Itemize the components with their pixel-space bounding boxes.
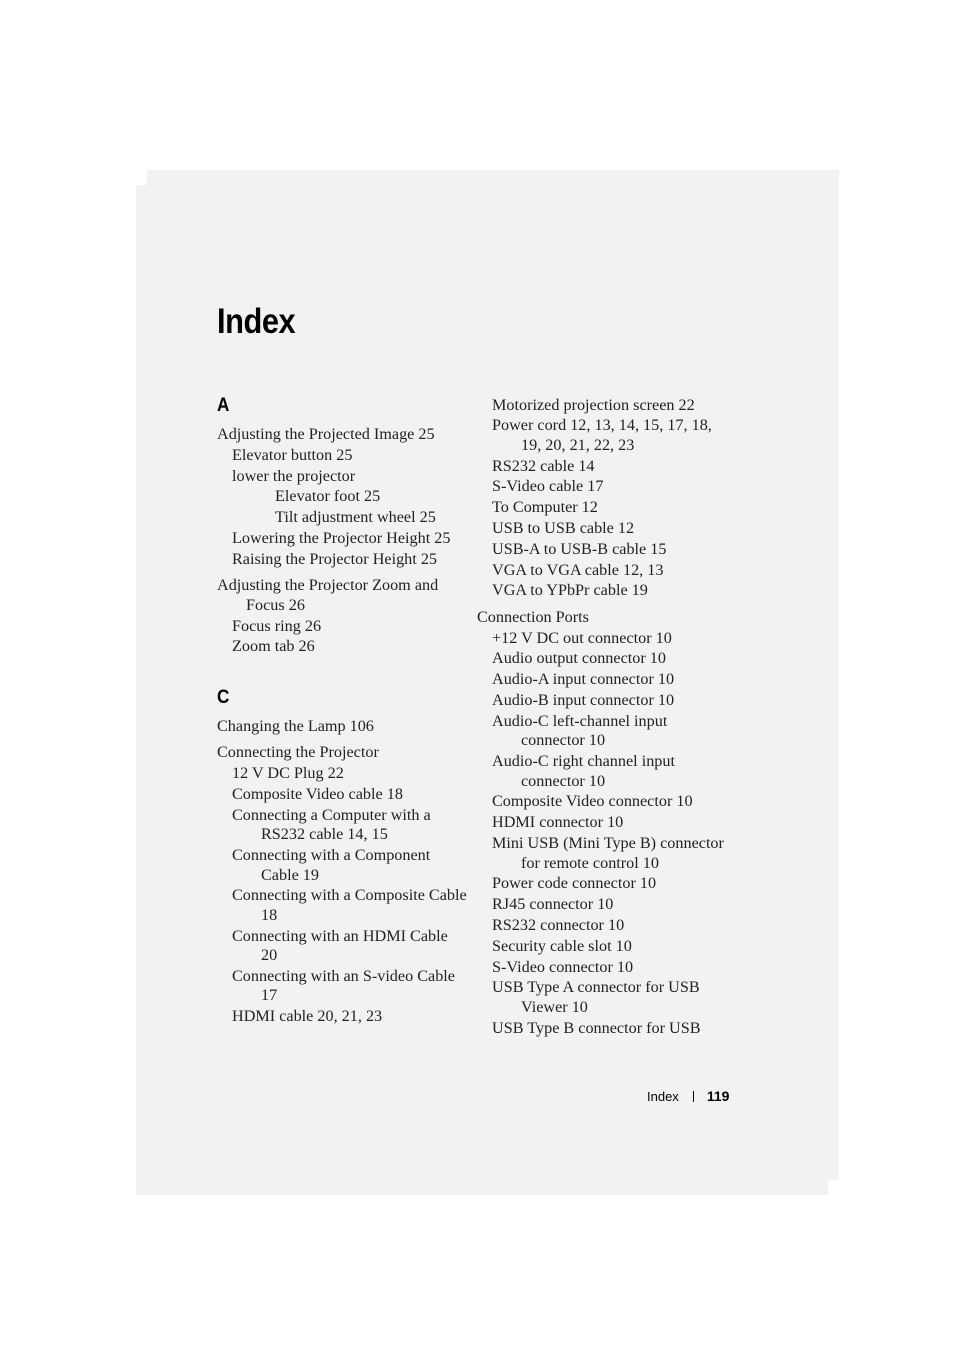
page-footer (647, 1088, 729, 1104)
index-subentry: S-Video cable 17 (492, 477, 604, 496)
index-subentry: USB Type A connector for USB Viewer 10 (492, 978, 700, 1016)
index-subentry: Focus ring 26 (232, 616, 322, 635)
index-subentry: Elevator button 25 (232, 445, 353, 464)
index-subentry: Zoom tab 26 (232, 637, 315, 656)
index-entry: Connecting the Projector (217, 743, 379, 762)
index-subentry: Connecting with a Component Cable 19 (232, 846, 431, 884)
index-column-left (217, 395, 467, 1028)
index-subentry: Lowering the Projector Height 25 (232, 528, 451, 547)
index-column-right (477, 396, 727, 1040)
index-subentry: Connecting with an S-video Cable 17 (232, 966, 455, 1005)
index-subentry: Audio-C left-channel input connector 10 (492, 711, 668, 750)
index-entry: Changing the Lamp 106 (217, 716, 374, 735)
index-subentry: Audio-C right channel input connector 10 (492, 752, 675, 790)
index-entry: Adjusting the Projector Zoom and Focus 26 (217, 576, 439, 614)
index-subentry: Power code connector 10 (492, 874, 657, 893)
section-letter-a: A (217, 395, 230, 416)
index-subentry: Composite Video cable 18 (232, 784, 403, 803)
index-subentry: USB Type B connector for USB (492, 1018, 701, 1037)
index-subsubentry: Tilt adjustment wheel 25 (275, 508, 436, 527)
index-subentry: RS232 cable 14 (492, 456, 595, 475)
footer-label: Index (647, 1088, 679, 1104)
index-subentry: Audio-B input connector 10 (492, 691, 675, 710)
index-subentry: RJ45 connector 10 (492, 895, 614, 914)
index-subentry: Connecting with a Composite Cable 18 (232, 886, 467, 924)
footer-separator (693, 1091, 694, 1102)
section-letter-c: C (217, 686, 230, 708)
index-subentry: Motorized projection screen 22 (492, 395, 695, 414)
index-subentry: +12 V DC out connector 10 (492, 628, 672, 647)
index-subentry: Raising the Projector Height 25 (232, 549, 438, 568)
page-corner-notch (136, 170, 147, 185)
page-number: 119 (706, 1088, 730, 1104)
index-subsubentry: Elevator foot 25 (275, 487, 381, 506)
index-subentry: USB-A to USB-B cable 15 (492, 539, 667, 558)
index-subentry: HDMI cable 20, 21, 23 (232, 1007, 383, 1026)
index-subentry: To Computer 12 (492, 498, 598, 517)
index-subentry: VGA to VGA cable 12, 13 (492, 560, 664, 579)
index-subentry: lower the projector (232, 466, 356, 485)
index-subentry: S-Video connector 10 (492, 957, 634, 976)
index-subentry: Composite Video connector 10 (492, 792, 693, 811)
index-subentry: 12 V DC Plug 22 (232, 764, 344, 783)
index-subentry: HDMI connector 10 (492, 813, 624, 832)
index-entry: Adjusting the Projected Image 25 (217, 425, 435, 443)
index-entry: Connection Ports (477, 607, 589, 626)
index-subentry: RS232 connector 10 (492, 915, 625, 934)
index-subentry: Audio-A input connector 10 (492, 670, 675, 689)
index-subentry: Security cable slot 10 (492, 936, 632, 955)
index-subentry: Connecting a Computer with a RS232 cable 14, 15 (232, 805, 431, 844)
index-subentry: VGA to YPbPr cable 19 (492, 581, 648, 600)
index-subentry: Mini USB (Mini Type B) connector for remote control 10 (492, 834, 724, 872)
page-corner-notch (828, 1180, 839, 1195)
index-subentry: Power cord 12, 13, 14, 15, 17, 18, 19, 20, 21, 22, 23 (492, 416, 712, 454)
index-subentry: USB to USB cable 12 (492, 518, 635, 537)
index-subentry: Audio output connector 10 (492, 649, 666, 668)
index-subentry: Connecting with an HDMI Cable 20 (232, 926, 448, 965)
page-title: Index (217, 302, 296, 341)
